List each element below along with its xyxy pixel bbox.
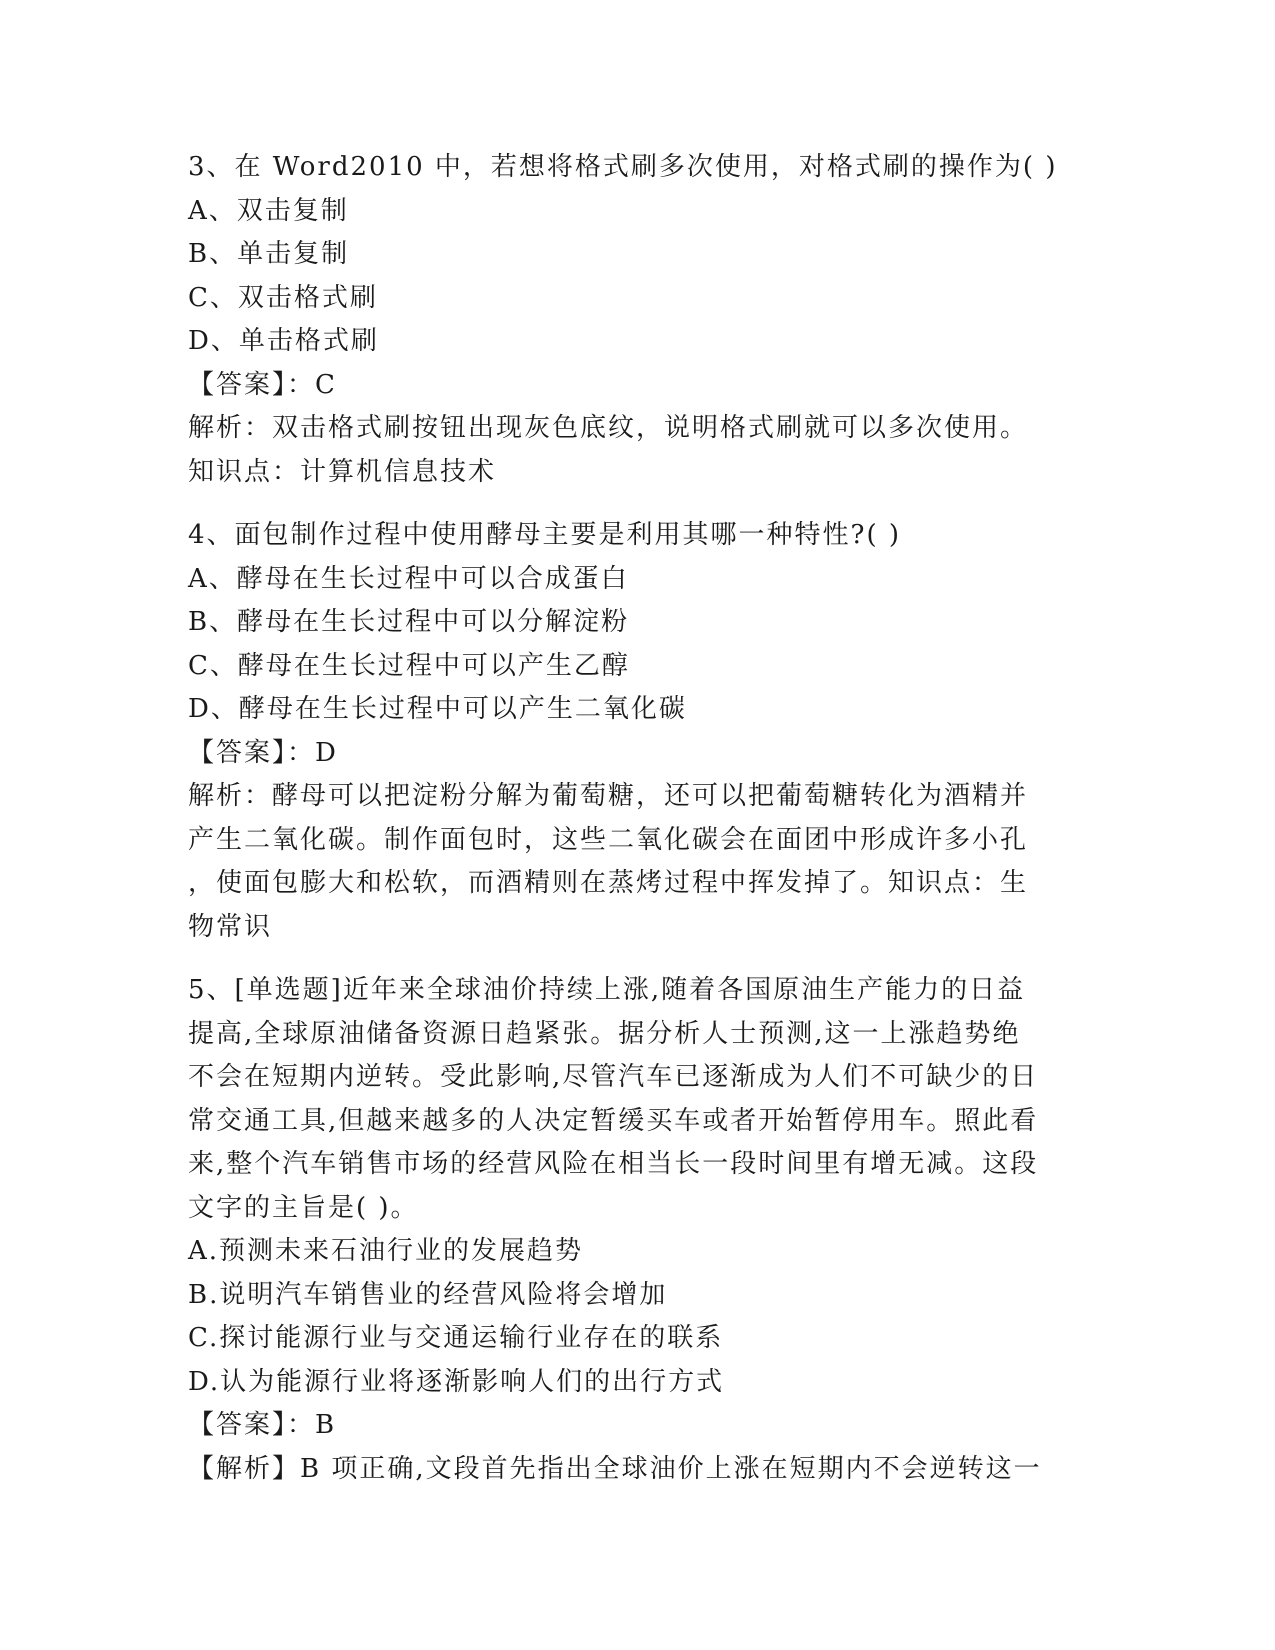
analysis-line: 知识点：计算机信息技术	[188, 456, 497, 487]
analysis-line: 解析：酵母可以把淀粉分解为葡萄糖，还可以把葡萄糖转化为酒精并	[188, 781, 1029, 811]
option-c: C.探讨能源行业与交通运输行业存在的联系	[188, 1323, 724, 1353]
question-stem: 文字的主旨是( )。	[188, 1192, 419, 1223]
question-block	[188, 146, 1088, 494]
analysis-line: ，使面包膨大和松软，而酒精则在蒸烤过程中挥发掉了。知识点：生	[188, 868, 1029, 898]
answer-line: 【答案】：C	[188, 369, 337, 400]
spacer	[188, 949, 1088, 969]
option-a: A.预测未来石油行业的发展趋势	[188, 1236, 584, 1266]
analysis-line: 物常识	[188, 911, 273, 942]
question-stem: 4、面包制作过程中使用酵母主要是利用其哪一种特性?( )	[188, 520, 902, 550]
option-b: B、酵母在生长过程中可以分解淀粉	[188, 607, 630, 637]
question-stem: 3、在 Word2010 中，若想将格式刷多次使用，对格式刷的操作为( )	[188, 152, 1058, 182]
option-c: C、双击格式刷	[188, 282, 378, 313]
answer-line: 【答案】：B	[188, 1410, 337, 1440]
analysis-line: 【解析】B 项正确,文段首先指出全球油价上涨在短期内不会逆转这一	[188, 1453, 1042, 1484]
analysis-line: 解析：双击格式刷按钮出现灰色底纹，说明格式刷就可以多次使用。	[188, 413, 1029, 443]
option-d: D、单击格式刷	[188, 326, 379, 356]
question-stem: 5、[单选题]近年来全球油价持续上涨,随着各国原油生产能力的日益	[188, 975, 1026, 1005]
option-b: B.说明汽车销售业的经营风险将会增加	[188, 1279, 668, 1310]
analysis-line: 产生二氧化碳。制作面包时，这些二氧化碳会在面团中形成许多小孔	[188, 824, 1029, 855]
question-stem: 不会在短期内逆转。受此影响,尽管汽车已逐渐成为人们不可缺少的日	[188, 1062, 1039, 1092]
question-stem: 来,整个汽车销售市场的经营风险在相当长一段时间里有增无减。这段	[188, 1149, 1039, 1179]
question-block	[188, 514, 1088, 949]
option-d: D.认为能源行业将逐渐影响人们的出行方式	[188, 1366, 725, 1397]
option-b: B、单击复制	[188, 239, 350, 269]
option-a: A、酵母在生长过程中可以合成蛋白	[188, 563, 629, 594]
answer-line: 【答案】：D	[188, 737, 338, 768]
option-a: A、双击复制	[188, 195, 349, 226]
question-block	[188, 969, 1088, 1491]
question-stem: 常交通工具,但越来越多的人决定暂缓买车或者开始暂停用车。照此看	[188, 1105, 1039, 1136]
option-c: C、酵母在生长过程中可以产生乙醇	[188, 650, 630, 681]
question-stem: 提高,全球原油储备资源日趋紧张。据分析人士预测,这一上涨趋势绝	[188, 1018, 1021, 1049]
spacer	[188, 494, 1088, 514]
document-page	[188, 146, 1088, 1491]
option-d: D、酵母在生长过程中可以产生二氧化碳	[188, 694, 687, 724]
